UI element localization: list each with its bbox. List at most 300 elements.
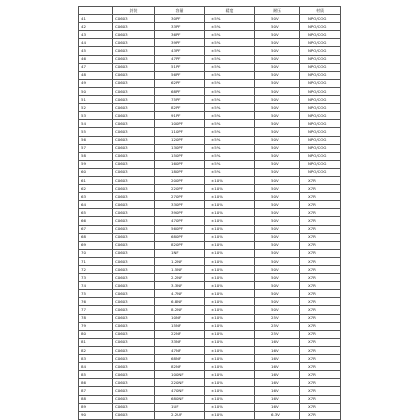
cell-package: C0603 <box>113 63 155 71</box>
cell-material: X7R <box>300 249 341 257</box>
cell-voltage: 50V <box>255 168 300 176</box>
cell-material: NPO/COG <box>300 136 341 144</box>
table-row <box>79 31 341 39</box>
cell-voltage: 25V <box>255 330 300 338</box>
table-row <box>79 136 341 144</box>
cell-index: 70 <box>79 249 113 257</box>
cell-tolerance: ±10% <box>205 290 255 298</box>
cell-capacitance: 100PF <box>155 120 205 128</box>
cell-package: C0603 <box>113 249 155 257</box>
cell-material: NPO/COG <box>300 96 341 104</box>
cell-tolerance: ±10% <box>205 314 255 322</box>
cell-package: C0603 <box>113 87 155 95</box>
cell-package: C0603 <box>113 31 155 39</box>
cell-capacitance: 1.2NF <box>155 257 205 265</box>
cell-package: C0603 <box>113 160 155 168</box>
cell-package: C0603 <box>113 322 155 330</box>
table-row <box>79 63 341 71</box>
cell-index: 83 <box>79 355 113 363</box>
cell-index: 67 <box>79 225 113 233</box>
cell-tolerance: ±10% <box>205 363 255 371</box>
cell-index: 52 <box>79 104 113 112</box>
cell-tolerance: ±10% <box>205 225 255 233</box>
table-row <box>79 387 341 395</box>
cell-package: C0603 <box>113 257 155 265</box>
cell-voltage: 50V <box>255 185 300 193</box>
cell-index: 53 <box>79 112 113 120</box>
cell-material: NPO/COG <box>300 47 341 55</box>
cell-index: 75 <box>79 290 113 298</box>
cell-index: 49 <box>79 79 113 87</box>
cell-voltage: 50V <box>255 104 300 112</box>
cell-material: X7R <box>300 355 341 363</box>
table-row <box>79 225 341 233</box>
cell-voltage: 16V <box>255 346 300 354</box>
cell-tolerance: ±10% <box>205 176 255 184</box>
cell-capacitance: 330PF <box>155 201 205 209</box>
cell-index: 86 <box>79 379 113 387</box>
cell-tolerance: ±10% <box>205 201 255 209</box>
cell-index: 73 <box>79 274 113 282</box>
cell-capacitance: 8.2NF <box>155 306 205 314</box>
cell-capacitance: 75PF <box>155 96 205 104</box>
cell-index: 50 <box>79 87 113 95</box>
cell-index: 61 <box>79 176 113 184</box>
cell-voltage: 25V <box>255 322 300 330</box>
table-row <box>79 249 341 257</box>
header-package: 封装 <box>113 7 155 15</box>
header-capacitance: 容量 <box>155 7 205 15</box>
cell-voltage: 50V <box>255 15 300 23</box>
cell-voltage: 50V <box>255 217 300 225</box>
cell-voltage: 50V <box>255 176 300 184</box>
cell-voltage: 50V <box>255 55 300 63</box>
cell-voltage: 50V <box>255 225 300 233</box>
cell-tolerance: ±5% <box>205 79 255 87</box>
cell-index: 41 <box>79 15 113 23</box>
table-row <box>79 371 341 379</box>
cell-material: X7R <box>300 314 341 322</box>
cell-voltage: 50V <box>255 120 300 128</box>
cell-voltage: 50V <box>255 144 300 152</box>
cell-index: 64 <box>79 201 113 209</box>
cell-package: C0603 <box>113 39 155 47</box>
cell-package: C0603 <box>113 363 155 371</box>
capacitor-spec-sheet <box>78 6 340 420</box>
cell-package: C0603 <box>113 201 155 209</box>
cell-tolerance: ±5% <box>205 152 255 160</box>
cell-capacitance: 43PF <box>155 47 205 55</box>
cell-material: NPO/COG <box>300 71 341 79</box>
table-body <box>79 15 341 420</box>
cell-material: X7R <box>300 233 341 241</box>
cell-capacitance: 680NF <box>155 395 205 403</box>
cell-capacitance: 33NF <box>155 338 205 346</box>
cell-capacitance: 4.7NF <box>155 290 205 298</box>
cell-index: 54 <box>79 120 113 128</box>
cell-tolerance: ±10% <box>205 266 255 274</box>
cell-voltage: 16V <box>255 371 300 379</box>
cell-capacitance: 82NF <box>155 363 205 371</box>
cell-capacitance: 10NF <box>155 314 205 322</box>
cell-package: C0603 <box>113 346 155 354</box>
cell-material: X7R <box>300 193 341 201</box>
cell-material: NPO/COG <box>300 168 341 176</box>
table-row <box>79 168 341 176</box>
cell-package: C0603 <box>113 233 155 241</box>
cell-index: 84 <box>79 363 113 371</box>
cell-index: 57 <box>79 144 113 152</box>
capacitor-table <box>78 6 341 420</box>
cell-package: C0603 <box>113 217 155 225</box>
cell-material: X7R <box>300 411 341 419</box>
cell-tolerance: ±5% <box>205 128 255 136</box>
table-row <box>79 257 341 265</box>
cell-tolerance: ±5% <box>205 31 255 39</box>
cell-capacitance: 1NF <box>155 249 205 257</box>
cell-package: C0603 <box>113 15 155 23</box>
cell-tolerance: ±10% <box>205 387 255 395</box>
cell-material: X7R <box>300 201 341 209</box>
cell-package: C0603 <box>113 96 155 104</box>
cell-capacitance: 270PF <box>155 193 205 201</box>
table-row <box>79 87 341 95</box>
cell-tolerance: ±5% <box>205 47 255 55</box>
cell-package: C0603 <box>113 71 155 79</box>
cell-capacitance: 150PF <box>155 152 205 160</box>
cell-tolerance: ±10% <box>205 403 255 411</box>
cell-package: C0603 <box>113 23 155 31</box>
cell-index: 46 <box>79 55 113 63</box>
cell-index: 81 <box>79 338 113 346</box>
table-row <box>79 379 341 387</box>
cell-tolerance: ±10% <box>205 322 255 330</box>
cell-capacitance: 56PF <box>155 71 205 79</box>
cell-capacitance: 62PF <box>155 79 205 87</box>
cell-index: 59 <box>79 160 113 168</box>
header-voltage: 耐压 <box>255 7 300 15</box>
table-row <box>79 152 341 160</box>
cell-voltage: 50V <box>255 96 300 104</box>
cell-voltage: 16V <box>255 379 300 387</box>
cell-tolerance: ±10% <box>205 371 255 379</box>
cell-voltage: 50V <box>255 282 300 290</box>
table-row <box>79 233 341 241</box>
cell-capacitance: 51PF <box>155 63 205 71</box>
table-row <box>79 55 341 63</box>
cell-material: NPO/COG <box>300 128 341 136</box>
cell-package: C0603 <box>113 241 155 249</box>
cell-tolerance: ±5% <box>205 112 255 120</box>
cell-capacitance: 680PF <box>155 233 205 241</box>
cell-package: C0603 <box>113 411 155 419</box>
table-header-row <box>79 7 341 15</box>
cell-material: X7R <box>300 346 341 354</box>
cell-index: 78 <box>79 314 113 322</box>
cell-material: X7R <box>300 225 341 233</box>
cell-package: C0603 <box>113 55 155 63</box>
cell-index: 45 <box>79 47 113 55</box>
cell-package: C0603 <box>113 185 155 193</box>
cell-material: NPO/COG <box>300 39 341 47</box>
cell-voltage: 16V <box>255 355 300 363</box>
cell-index: 77 <box>79 306 113 314</box>
cell-index: 88 <box>79 395 113 403</box>
cell-index: 51 <box>79 96 113 104</box>
cell-capacitance: 15NF <box>155 322 205 330</box>
cell-index: 68 <box>79 233 113 241</box>
cell-index: 44 <box>79 39 113 47</box>
cell-index: 63 <box>79 193 113 201</box>
cell-voltage: 50V <box>255 152 300 160</box>
cell-voltage: 50V <box>255 201 300 209</box>
cell-material: X7R <box>300 257 341 265</box>
table-row <box>79 193 341 201</box>
cell-index: 47 <box>79 63 113 71</box>
cell-tolerance: ±5% <box>205 55 255 63</box>
cell-package: C0603 <box>113 290 155 298</box>
cell-voltage: 50V <box>255 63 300 71</box>
cell-material: NPO/COG <box>300 112 341 120</box>
cell-voltage: 6.3V <box>255 411 300 419</box>
cell-voltage: 16V <box>255 387 300 395</box>
cell-index: 72 <box>79 266 113 274</box>
table-row <box>79 201 341 209</box>
cell-package: C0603 <box>113 176 155 184</box>
cell-index: 65 <box>79 209 113 217</box>
cell-material: X7R <box>300 395 341 403</box>
cell-package: C0603 <box>113 282 155 290</box>
cell-voltage: 50V <box>255 71 300 79</box>
cell-package: C0603 <box>113 330 155 338</box>
cell-capacitance: 110PF <box>155 128 205 136</box>
cell-tolerance: ±10% <box>205 379 255 387</box>
cell-voltage: 50V <box>255 266 300 274</box>
table-row <box>79 338 341 346</box>
table-row <box>79 144 341 152</box>
cell-capacitance: 36PF <box>155 31 205 39</box>
table-row <box>79 346 341 354</box>
cell-tolerance: ±10% <box>205 193 255 201</box>
cell-package: C0603 <box>113 144 155 152</box>
header-tolerance: 精度 <box>205 7 255 15</box>
table-row <box>79 306 341 314</box>
cell-voltage: 16V <box>255 363 300 371</box>
cell-index: 74 <box>79 282 113 290</box>
cell-index: 58 <box>79 152 113 160</box>
cell-capacitance: 22NF <box>155 330 205 338</box>
table-row <box>79 79 341 87</box>
table-row <box>79 290 341 298</box>
cell-capacitance: 160PF <box>155 160 205 168</box>
cell-tolerance: ±10% <box>205 411 255 419</box>
table-row <box>79 96 341 104</box>
cell-capacitance: 820PF <box>155 241 205 249</box>
table-row <box>79 314 341 322</box>
cell-material: X7R <box>300 176 341 184</box>
header-index <box>79 7 113 15</box>
cell-material: NPO/COG <box>300 55 341 63</box>
cell-tolerance: ±10% <box>205 209 255 217</box>
cell-index: 56 <box>79 136 113 144</box>
cell-tolerance: ±10% <box>205 395 255 403</box>
cell-package: C0603 <box>113 193 155 201</box>
table-row <box>79 330 341 338</box>
cell-material: X7R <box>300 241 341 249</box>
cell-material: X7R <box>300 217 341 225</box>
cell-voltage: 50V <box>255 257 300 265</box>
cell-package: C0603 <box>113 395 155 403</box>
table-row <box>79 39 341 47</box>
cell-voltage: 50V <box>255 241 300 249</box>
cell-index: 55 <box>79 128 113 136</box>
cell-material: X7R <box>300 290 341 298</box>
cell-tolerance: ±10% <box>205 346 255 354</box>
cell-material: X7R <box>300 403 341 411</box>
cell-tolerance: ±5% <box>205 15 255 23</box>
cell-capacitance: 560PF <box>155 225 205 233</box>
cell-material: NPO/COG <box>300 31 341 39</box>
cell-tolerance: ±10% <box>205 306 255 314</box>
cell-material: X7R <box>300 371 341 379</box>
cell-package: C0603 <box>113 112 155 120</box>
table-row <box>79 274 341 282</box>
cell-index: 66 <box>79 217 113 225</box>
cell-capacitance: 1.5NF <box>155 266 205 274</box>
cell-capacitance: 47PF <box>155 55 205 63</box>
cell-material: NPO/COG <box>300 160 341 168</box>
cell-material: NPO/COG <box>300 23 341 31</box>
cell-material: X7R <box>300 209 341 217</box>
cell-package: C0603 <box>113 152 155 160</box>
cell-tolerance: ±10% <box>205 185 255 193</box>
cell-capacitance: 130PF <box>155 144 205 152</box>
cell-package: C0603 <box>113 379 155 387</box>
cell-material: X7R <box>300 363 341 371</box>
cell-tolerance: ±10% <box>205 282 255 290</box>
cell-voltage: 50V <box>255 298 300 306</box>
cell-capacitance: 30PF <box>155 15 205 23</box>
cell-package: C0603 <box>113 355 155 363</box>
cell-tolerance: ±5% <box>205 23 255 31</box>
cell-material: X7R <box>300 322 341 330</box>
cell-capacitance: 39PF <box>155 39 205 47</box>
cell-material: NPO/COG <box>300 104 341 112</box>
cell-material: X7R <box>300 306 341 314</box>
cell-index: 69 <box>79 241 113 249</box>
cell-voltage: 50V <box>255 209 300 217</box>
cell-tolerance: ±5% <box>205 71 255 79</box>
table-row <box>79 363 341 371</box>
cell-material: X7R <box>300 338 341 346</box>
cell-capacitance: 470PF <box>155 217 205 225</box>
cell-material: X7R <box>300 282 341 290</box>
table-row <box>79 104 341 112</box>
cell-capacitance: 91PF <box>155 112 205 120</box>
cell-package: C0603 <box>113 314 155 322</box>
cell-tolerance: ±10% <box>205 233 255 241</box>
cell-package: C0603 <box>113 225 155 233</box>
table-row <box>79 411 341 419</box>
cell-index: 48 <box>79 71 113 79</box>
cell-material: X7R <box>300 330 341 338</box>
cell-package: C0603 <box>113 79 155 87</box>
header-material: 材质 <box>300 7 341 15</box>
cell-package: C0603 <box>113 338 155 346</box>
cell-voltage: 50V <box>255 112 300 120</box>
table-row <box>79 322 341 330</box>
cell-index: 42 <box>79 23 113 31</box>
cell-voltage: 50V <box>255 274 300 282</box>
cell-material: NPO/COG <box>300 79 341 87</box>
cell-index: 89 <box>79 403 113 411</box>
cell-package: C0603 <box>113 104 155 112</box>
cell-capacitance: 1UF <box>155 403 205 411</box>
table-row <box>79 112 341 120</box>
cell-index: 71 <box>79 257 113 265</box>
cell-voltage: 50V <box>255 306 300 314</box>
cell-voltage: 25V <box>255 314 300 322</box>
cell-index: 62 <box>79 185 113 193</box>
table-row <box>79 47 341 55</box>
cell-tolerance: ±5% <box>205 144 255 152</box>
cell-material: NPO/COG <box>300 120 341 128</box>
cell-index: 60 <box>79 168 113 176</box>
cell-index: 82 <box>79 346 113 354</box>
table-row <box>79 120 341 128</box>
cell-tolerance: ±10% <box>205 298 255 306</box>
cell-material: X7R <box>300 298 341 306</box>
cell-voltage: 50V <box>255 193 300 201</box>
cell-tolerance: ±5% <box>205 168 255 176</box>
table-row <box>79 395 341 403</box>
table-row <box>79 23 341 31</box>
cell-capacitance: 33PF <box>155 23 205 31</box>
cell-material: NPO/COG <box>300 63 341 71</box>
table-row <box>79 355 341 363</box>
table-row <box>79 15 341 23</box>
cell-package: C0603 <box>113 298 155 306</box>
table-row <box>79 176 341 184</box>
cell-tolerance: ±5% <box>205 160 255 168</box>
cell-index: 76 <box>79 298 113 306</box>
table-row <box>79 71 341 79</box>
cell-capacitance: 200PF <box>155 176 205 184</box>
cell-voltage: 16V <box>255 338 300 346</box>
cell-material: X7R <box>300 379 341 387</box>
cell-tolerance: ±10% <box>205 330 255 338</box>
cell-capacitance: 3.3NF <box>155 282 205 290</box>
cell-index: 80 <box>79 330 113 338</box>
cell-tolerance: ±5% <box>205 63 255 71</box>
cell-capacitance: 2.2NF <box>155 274 205 282</box>
table-row <box>79 185 341 193</box>
table-row <box>79 217 341 225</box>
cell-tolerance: ±5% <box>205 39 255 47</box>
cell-capacitance: 47NF <box>155 346 205 354</box>
table-row <box>79 128 341 136</box>
cell-material: X7R <box>300 274 341 282</box>
cell-index: 87 <box>79 387 113 395</box>
cell-capacitance: 220PF <box>155 185 205 193</box>
cell-package: C0603 <box>113 209 155 217</box>
cell-voltage: 50V <box>255 136 300 144</box>
cell-index: 85 <box>79 371 113 379</box>
cell-capacitance: 82PF <box>155 104 205 112</box>
cell-capacitance: 390PF <box>155 209 205 217</box>
cell-capacitance: 470NF <box>155 387 205 395</box>
cell-tolerance: ±10% <box>205 217 255 225</box>
